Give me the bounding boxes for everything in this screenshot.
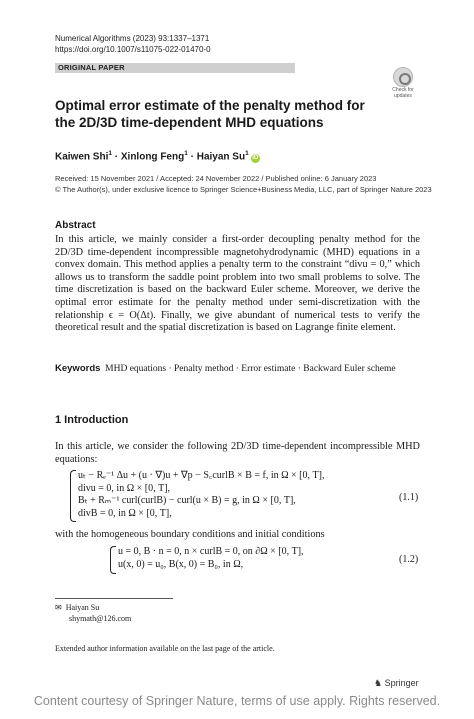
- check-updates-label: Check for updates: [392, 87, 414, 99]
- check-updates-icon: [393, 67, 413, 87]
- abstract-text: In this article, we mainly consider a first-order decoupling penalty method for the 2D/3D time-dependent incompressible magnetohydrodynamic (MHD) equations in a convex domain. This method applies a penalty term to the constraint “divu = 0,” which allows us to transform the saddle point problem into two small problems to solve. The time discretization is based on the backward Euler scheme. Moreover, we derive the optimal error estimate for the penalty method under semi-discretization with the relationship ϵ = O(Δt). Finally, we give abundant of numerical tests to verify the theoretical result and the spatial discretization is based on Lagrange finite element.: [55, 234, 420, 334]
- abstract-heading: Abstract: [55, 220, 96, 231]
- author-separator: ·: [187, 151, 197, 163]
- equation-brace: [70, 470, 76, 522]
- equation-number: (1.2): [399, 554, 419, 565]
- boundary-conditions-text: with the homogeneous boundary conditions and initial conditions: [55, 529, 325, 540]
- springer-logo: [374, 678, 419, 689]
- check-for-updates-badge[interactable]: [389, 67, 417, 99]
- author-name[interactable]: Haiyan Su: [196, 151, 246, 163]
- footnote-email[interactable]: shymath@126.com: [69, 614, 132, 623]
- equation-number: (1.1): [399, 492, 419, 503]
- equation-line: Bₜ + Rₘ⁻¹ curl(curlB) − curl(u × B) = g, in Ω × [0, T],: [78, 495, 296, 507]
- doi-link[interactable]: https://doi.org/10.1007/s11075-022-01470-0: [55, 45, 211, 54]
- equation-line: u(x, 0) = u₀, B(x, 0) = B₀, in Ω,: [118, 558, 244, 570]
- corresponding-author-footnote: [55, 602, 131, 624]
- equation-line: divu = 0, in Ω × [0, T],: [78, 482, 171, 494]
- keywords: [55, 362, 420, 376]
- footnote-divider: [55, 598, 173, 599]
- keywords-text: MHD equations · Penalty method · Error estimate · Backward Euler scheme: [105, 364, 396, 374]
- author-affiliation: 1: [184, 150, 188, 157]
- author-separator: ·: [111, 151, 121, 163]
- equation-system-1-1: [78, 470, 324, 520]
- equation-line: uₜ − Rₑ⁻¹ Δu + (u · ∇)u + ∇p − S꜀curlB × B = f, in Ω × [0, T],: [78, 470, 325, 481]
- author-list: [55, 147, 260, 163]
- equation-line: divB = 0, in Ω × [0, T],: [78, 507, 172, 519]
- journal-header: [55, 33, 211, 55]
- equation-system-1-2: [118, 546, 304, 571]
- publication-dates: Received: 15 November 2021 / Accepted: 24 November 2022 / Published online: 6 January 2023: [55, 174, 377, 183]
- publication-info: [55, 173, 432, 195]
- intro-paragraph: In this article, we consider the following 2D/3D time-dependent incompressible MHD equations:: [55, 441, 420, 465]
- journal-citation: Numerical Algorithms (2023) 93:1337–1371: [55, 34, 210, 43]
- author-affiliation: 1: [245, 150, 249, 157]
- mail-icon: ✉: [55, 603, 62, 612]
- keywords-label: Keywords: [55, 363, 101, 374]
- springer-label: Springer: [384, 678, 419, 688]
- section-heading: 1 Introduction: [55, 414, 129, 426]
- author-name[interactable]: Xinlong Feng: [120, 151, 185, 163]
- article-title: Optimal error estimate of the penalty method for the 2D/3D time-dependent MHD equations: [55, 98, 365, 130]
- author-name[interactable]: Kaiwen Shi: [55, 151, 109, 163]
- springer-horse-icon: ♞: [374, 678, 383, 688]
- author-info-note: Extended author information available on the last page of the article.: [55, 644, 275, 653]
- equation-brace: [110, 546, 116, 574]
- footnote-author: Haiyan Su: [65, 603, 100, 612]
- copyright-line: © The Author(s), under exclusive licence to Springer Science+Business Media, LLC, part of Springer Nature 2023: [55, 185, 432, 194]
- author-affiliation: 1: [108, 150, 112, 157]
- orcid-icon[interactable]: iD: [252, 155, 259, 162]
- equation-line: u = 0, B · n = 0, n × curlB = 0, on ∂Ω × [0, T],: [118, 546, 304, 557]
- paper-type-label: ORIGINAL PAPER: [58, 63, 125, 72]
- courtesy-watermark: Content courtesy of Springer Nature, terms of use apply. Rights reserved.: [33, 694, 441, 708]
